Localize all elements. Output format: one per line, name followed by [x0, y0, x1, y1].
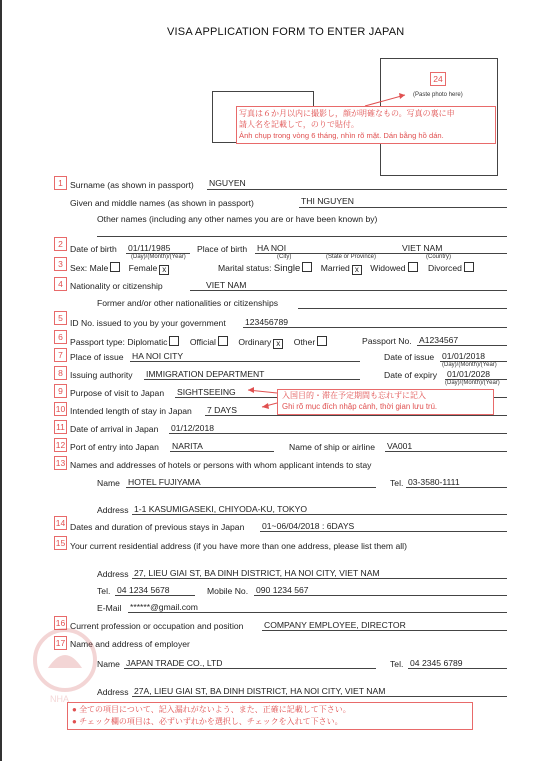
- surname-value[interactable]: NGUYEN: [209, 178, 246, 188]
- residential-address-prefix: Address: [97, 569, 129, 579]
- field-number-5: 5: [54, 311, 67, 325]
- employer-tel-label: Tel.: [390, 659, 404, 669]
- employer-address-value[interactable]: 27A, LIEU GIAI ST, BA DINH DISTRICT, HA NOI CITY, VIET NAM: [134, 686, 386, 696]
- marital-label: Marital status:: [218, 263, 272, 273]
- nationality-line: [190, 290, 507, 291]
- surname-line: [207, 189, 507, 190]
- field-number-12: 12: [55, 440, 66, 450]
- profession-label: Current profession or occupation and position: [70, 621, 244, 631]
- nationality-value[interactable]: VIET NAM: [206, 280, 247, 290]
- other-names-label: Other names (including any other names you are or have been known by): [97, 214, 378, 224]
- field-number-7: 7: [54, 348, 67, 362]
- passport-no-line: [417, 345, 507, 346]
- residential-tel-value[interactable]: 04 1234 5678: [117, 585, 170, 595]
- employer-name-label: Name: [97, 659, 120, 669]
- residential-address-label: Your current residential address (if you have more than one address, please list them all): [70, 541, 407, 551]
- photo-note-vi: Ảnh chụp trong vòng 6 tháng, nhìn rõ mặt. Dán bằng hồ dán.: [239, 131, 444, 140]
- mobile-line: [254, 595, 507, 596]
- length-of-stay-value[interactable]: 7 DAYS: [207, 405, 237, 415]
- female-label: Female: [128, 263, 158, 273]
- dob-label: Date of birth: [70, 244, 117, 254]
- state-caption: (State or Province): [326, 254, 377, 260]
- residential-tel-label: Tel.: [97, 586, 111, 596]
- city-caption: (City): [277, 254, 292, 260]
- watermark-text: NHA: [50, 694, 70, 704]
- married-checkbox[interactable]: x: [352, 265, 362, 275]
- field-number-3: 3: [54, 257, 67, 271]
- issuing-authority-value[interactable]: IMMIGRATION DEPARTMENT: [146, 369, 265, 379]
- bullet-icon: ●: [72, 705, 80, 714]
- previous-stays-value[interactable]: 01~06/04/2018 : 6DAYS: [262, 521, 355, 531]
- residential-address-line: [132, 578, 507, 579]
- diplomatic-checkbox[interactable]: [169, 336, 179, 346]
- hotel-tel-line: [406, 487, 507, 488]
- form-title: VISA APPLICATION FORM TO ENTER JAPAN: [167, 26, 405, 38]
- field-number-4: 4: [54, 277, 67, 291]
- field-number-15: 15: [55, 538, 66, 548]
- watermark-logo: [30, 620, 100, 710]
- field-number-9: 9: [54, 384, 67, 398]
- field-number-8: 8: [54, 366, 67, 380]
- previous-stays-label: Dates and duration of previous stays in Japan: [70, 522, 245, 532]
- date-of-issue-format: (Day)/(Month)/(Year): [442, 362, 497, 368]
- hotel-label: Names and addresses of hotels or persons with whom applicant intends to stay: [70, 460, 372, 470]
- given-names-line: [299, 207, 507, 208]
- residential-address-value[interactable]: 27, LIEU GIAI ST, BA DINH DISTRICT, HA NOI CITY, VIET NAM: [134, 568, 380, 578]
- footer-note-box: [67, 702, 473, 730]
- mobile-value[interactable]: 090 1234 567: [256, 585, 309, 595]
- email-value[interactable]: ******@gmail.com: [130, 602, 198, 612]
- photo-note-jp-2: 請人名を記載して，のりで貼付。: [239, 120, 359, 129]
- port-of-entry-line: [170, 451, 274, 452]
- date-of-issue-label: Date of issue: [384, 352, 435, 362]
- married-label: Married: [320, 263, 350, 273]
- sex-row: [70, 262, 169, 275]
- mobile-label: Mobile No.: [207, 586, 249, 596]
- hotel-name-line: [126, 487, 376, 488]
- field-number-11: 11: [54, 420, 67, 434]
- dob-value[interactable]: 01/11/1985: [128, 243, 171, 253]
- length-of-stay-label: Intended length of stay in Japan: [70, 406, 192, 416]
- official-label: Official: [189, 337, 216, 347]
- given-names-value[interactable]: THI NGUYEN: [301, 196, 354, 206]
- place-of-issue-value[interactable]: HA NOI CITY: [132, 351, 184, 361]
- employer-address-label: Address: [97, 687, 129, 697]
- passport-no-value[interactable]: A1234567: [419, 335, 459, 345]
- bullet-icon: ●: [72, 717, 80, 726]
- length-of-stay-line: [205, 415, 507, 416]
- nationality-label: Nationality or citizenship: [70, 281, 163, 291]
- male-checkbox[interactable]: [110, 262, 120, 272]
- country-caption: (Country): [426, 254, 452, 260]
- arrival-date-value[interactable]: 01/12/2018: [171, 423, 215, 433]
- previous-stays-line: [260, 531, 507, 532]
- other-names-line[interactable]: [97, 236, 507, 237]
- pob-label: Place of birth: [197, 244, 248, 254]
- field-number-14: 14: [55, 518, 66, 528]
- port-of-entry-label: Port of entry into Japan: [70, 442, 159, 452]
- passport-type-row: [70, 336, 327, 349]
- field-number-6: 6: [54, 330, 67, 344]
- purpose-label: Purpose of visit to Japan: [70, 388, 165, 398]
- arrival-date-label: Date of arrival in Japan: [70, 424, 159, 434]
- photo-note-jp-1: 写真は６か月以内に撮影し，顔が明確なもの。写真の裏に申: [239, 109, 455, 118]
- dob-format: (Day)/(Month)/(Year): [131, 254, 186, 260]
- date-of-expiry-format: (Day)/(Month)/(Year): [445, 380, 500, 386]
- employer-name-line: [124, 668, 376, 669]
- pob-city[interactable]: HA NOI: [257, 243, 287, 253]
- ship-airline-label: Name of ship or airline: [289, 442, 375, 452]
- single-checkbox[interactable]: [302, 262, 312, 272]
- place-of-issue-label: Place of issue: [70, 352, 124, 362]
- email-label: E-Mail: [97, 603, 122, 613]
- employer-label: Name and address of employer: [70, 639, 190, 649]
- widowed-label: Widowed: [370, 263, 406, 273]
- female-checkbox[interactable]: x: [159, 265, 169, 275]
- employer-address-line: [132, 696, 507, 697]
- profession-value[interactable]: COMPANY EMPLOYEE, DIRECTOR: [264, 620, 406, 630]
- residential-tel-line: [115, 595, 195, 596]
- purpose-value[interactable]: SIGHTSEEING: [177, 387, 236, 397]
- divorced-checkbox[interactable]: [464, 262, 474, 272]
- employer-name-value[interactable]: JAPAN TRADE CO., LTD: [126, 658, 223, 668]
- diplomatic-label: Diplomatic: [127, 337, 168, 347]
- former-nationality-label: Former and/or other nationalities or citizenships: [97, 298, 279, 308]
- passport-no-label: Passport No.: [362, 336, 412, 346]
- marital-row: [218, 262, 474, 275]
- id-number-line: [243, 327, 507, 328]
- ship-airline-line: [385, 451, 507, 452]
- ordinary-checkbox[interactable]: x: [273, 339, 283, 349]
- divorced-label: Divorced: [427, 263, 462, 273]
- date-of-expiry-value[interactable]: 01/01/2028: [447, 369, 491, 379]
- issuing-authority-line: [144, 379, 360, 380]
- official-checkbox[interactable]: [218, 336, 228, 346]
- other-checkbox[interactable]: [317, 336, 327, 346]
- single-label: Single: [273, 263, 301, 274]
- other-label: Other: [293, 337, 316, 347]
- profession-line: [262, 630, 507, 631]
- place-of-issue-line: [130, 361, 360, 362]
- date-of-expiry-label: Date of expiry: [384, 370, 438, 380]
- surname-label: Surname (as shown in passport): [70, 180, 194, 190]
- port-of-entry-value[interactable]: NARITA: [172, 441, 203, 451]
- ship-airline-value[interactable]: VA001: [387, 441, 413, 451]
- id-number-value[interactable]: 123456789: [245, 317, 289, 327]
- footer-note-1: ● 全ての項目について、記入漏れがないよう、また、正確に記載して下さい。: [72, 705, 351, 714]
- hotel-name-label: Name: [97, 478, 120, 488]
- widowed-checkbox[interactable]: [408, 262, 418, 272]
- given-names-label: Given and middle names (as shown in passport): [70, 198, 254, 208]
- hotel-address-line: [132, 514, 507, 515]
- field-number-1: 1: [54, 176, 67, 190]
- pob-country[interactable]: VIET NAM: [402, 243, 443, 253]
- hotel-tel-value[interactable]: 03-3580-1111: [408, 477, 460, 487]
- purpose-note-box: [277, 389, 494, 415]
- field-number-13: 13: [55, 458, 66, 468]
- employer-tel-value[interactable]: 04 2345 6789: [410, 658, 463, 668]
- hotel-address-value[interactable]: 1-1 KASUMIGASEKI, CHIYODA-KU, TOKYO: [134, 504, 308, 514]
- id-number-label: ID No. issued to you by your government: [70, 318, 226, 328]
- sex-label: Sex:: [70, 263, 88, 273]
- arrival-date-line: [169, 433, 507, 434]
- passport-type-label: Passport type:: [70, 337, 125, 347]
- pob-line: [255, 253, 507, 254]
- ordinary-label: Ordinary: [238, 337, 272, 347]
- field-number-2: 2: [54, 237, 67, 251]
- hotel-address-label: Address: [97, 505, 129, 515]
- footer-note-2: ● チェック欄の項目は、必ずいずれかを選択し、チェックを入れて下さい。: [72, 717, 343, 726]
- photo-note-box: [236, 106, 496, 144]
- email-line: [128, 612, 507, 613]
- purpose-note-jp: 入国目的・滞在予定期間も忘れずに記入: [282, 391, 426, 400]
- date-of-issue-value[interactable]: 01/01/2018: [442, 351, 486, 361]
- issuing-authority-label: Issuing authority: [70, 370, 133, 380]
- former-nationality-line[interactable]: [298, 308, 507, 309]
- male-label: Male: [89, 263, 109, 273]
- hotel-name-value[interactable]: HOTEL FUJIYAMA: [128, 477, 201, 487]
- field-number-24: 24: [430, 72, 446, 86]
- field-number-10: 10: [55, 404, 66, 414]
- photo-label: (Paste photo here): [413, 92, 463, 98]
- hotel-tel-label: Tel.: [390, 478, 404, 488]
- purpose-note-vi: Ghi rõ mục đích nhập cảnh, thời gian lưu trú.: [282, 402, 438, 411]
- employer-tel-line: [408, 668, 507, 669]
- field-number-17: 17: [55, 638, 66, 648]
- field-number-16: 16: [55, 618, 66, 628]
